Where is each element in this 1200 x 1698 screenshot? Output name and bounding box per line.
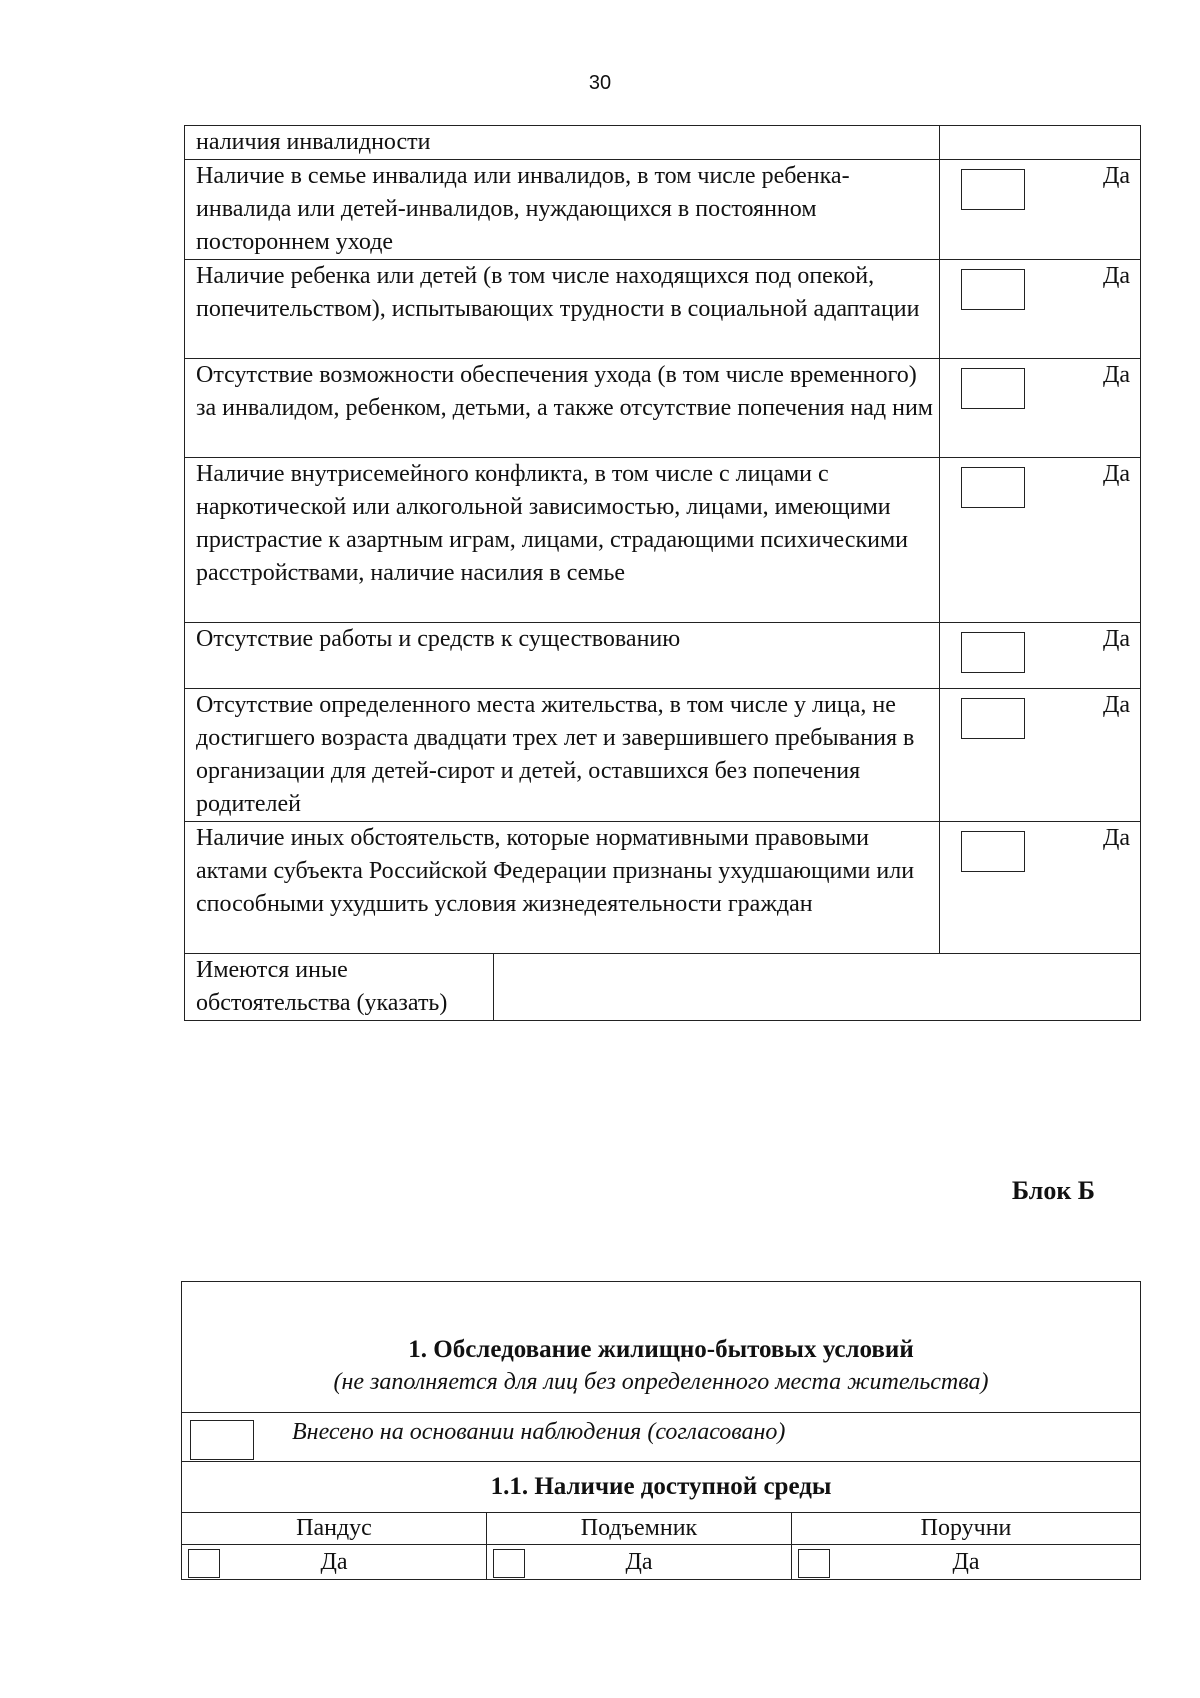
checkbox[interactable] — [961, 698, 1025, 739]
observation-row — [182, 1413, 1141, 1462]
row-text: наличия инвалидности — [185, 126, 940, 160]
row-text: Наличие иных обстоятельств, которые нормативными правовыми актами субъекта Российской Федерации признаны ухудшающими или способными ухудшить условия жизнедеятельности граждан — [185, 822, 940, 954]
checkbox[interactable] — [961, 269, 1025, 310]
survey-header — [182, 1282, 1141, 1413]
checkbox[interactable] — [961, 467, 1025, 508]
row-answer — [940, 160, 1141, 260]
handrails-checkbox[interactable] — [798, 1549, 830, 1578]
table-row — [185, 126, 1141, 160]
row-answer — [940, 822, 1141, 954]
row-text: Отсутствие определенного места жительства, в том числе у лица, не достигшего возраста двадцати трех лет и завершившего пребывания в организации для детей-сирот и детей, оставшихся без попечения родителей — [185, 689, 940, 822]
lift-checkbox[interactable] — [493, 1549, 525, 1578]
table-row — [185, 458, 1141, 623]
lift-answer — [487, 1545, 792, 1580]
yes-label: Да — [1102, 362, 1131, 388]
survey-title: 1. Обследование жилищно-бытовых условий — [408, 1336, 914, 1363]
observation-checkbox[interactable] — [190, 1420, 254, 1460]
table-row — [185, 160, 1141, 260]
table-row — [185, 623, 1141, 689]
block-title: Блок Б — [1011, 1176, 1095, 1205]
ramp-answer — [182, 1545, 487, 1580]
yes-label: Да — [1102, 163, 1131, 189]
handrails-answer — [792, 1545, 1141, 1580]
row-text: Отсутствие возможности обеспечения ухода (в том числе временного) за инвалидом, ребенком, детьми, а также отсутствие попечения над ним — [185, 359, 940, 458]
accessibility-title: 1.1. Наличие доступной среды — [182, 1462, 1141, 1513]
yes-label: Да — [1102, 825, 1131, 851]
table-row — [185, 260, 1141, 359]
living-conditions-table — [181, 1281, 1141, 1580]
yes-label: Да — [1102, 263, 1131, 289]
circumstances-table — [184, 125, 1141, 1021]
row-text: Наличие внутрисемейного конфликта, в том числе с лицами с наркотической или алкогольной зависимостью, лицами, имеющими пристрастие к азартным играм, лицами, страдающими психическими расстройствами, наличие насилия в семье — [185, 458, 940, 623]
table-row — [185, 359, 1141, 458]
row-text: Наличие в семье инвалида или инвалидов, в том числе ребенка-инвалида или детей-инвалидов, нуждающихся в постоянном постороннем уходе — [185, 160, 940, 260]
other-label: Имеются иные обстоятельства (указать) — [185, 954, 494, 1021]
table-row — [185, 822, 1141, 954]
table-row-other — [185, 954, 1141, 1021]
table-row — [185, 689, 1141, 822]
page-number: 30 — [588, 72, 612, 94]
column-header-handrails: Поручни — [792, 1513, 1141, 1545]
row-text: Отсутствие работы и средств к существованию — [185, 623, 940, 689]
checkbox[interactable] — [961, 169, 1025, 210]
row-text: Наличие ребенка или детей (в том числе находящихся под опекой, попечительством), испытывающих трудности в социальной адаптации — [185, 260, 940, 359]
column-header-ramp: Пандус — [182, 1513, 487, 1545]
other-input[interactable] — [494, 954, 1141, 1021]
yes-label: Да — [952, 1549, 980, 1575]
survey-note: (не заполняется для лиц без определенного места жительства) — [333, 1369, 989, 1395]
yes-label: Да — [625, 1549, 653, 1575]
yes-label: Да — [1102, 626, 1131, 652]
row-answer — [940, 623, 1141, 689]
yes-label: Да — [320, 1549, 348, 1575]
ramp-checkbox[interactable] — [188, 1549, 220, 1578]
observation-note: Внесено на основании наблюдения (согласовано) — [292, 1419, 786, 1445]
checkbox[interactable] — [961, 632, 1025, 673]
yes-label: Да — [1102, 461, 1131, 487]
row-answer — [940, 260, 1141, 359]
checkbox[interactable] — [961, 368, 1025, 409]
checkbox[interactable] — [961, 831, 1025, 872]
row-answer — [940, 458, 1141, 623]
row-answer — [940, 689, 1141, 822]
column-header-lift: Подъемник — [487, 1513, 792, 1545]
row-answer-empty — [940, 126, 1141, 160]
row-answer — [940, 359, 1141, 458]
yes-label: Да — [1102, 692, 1131, 718]
